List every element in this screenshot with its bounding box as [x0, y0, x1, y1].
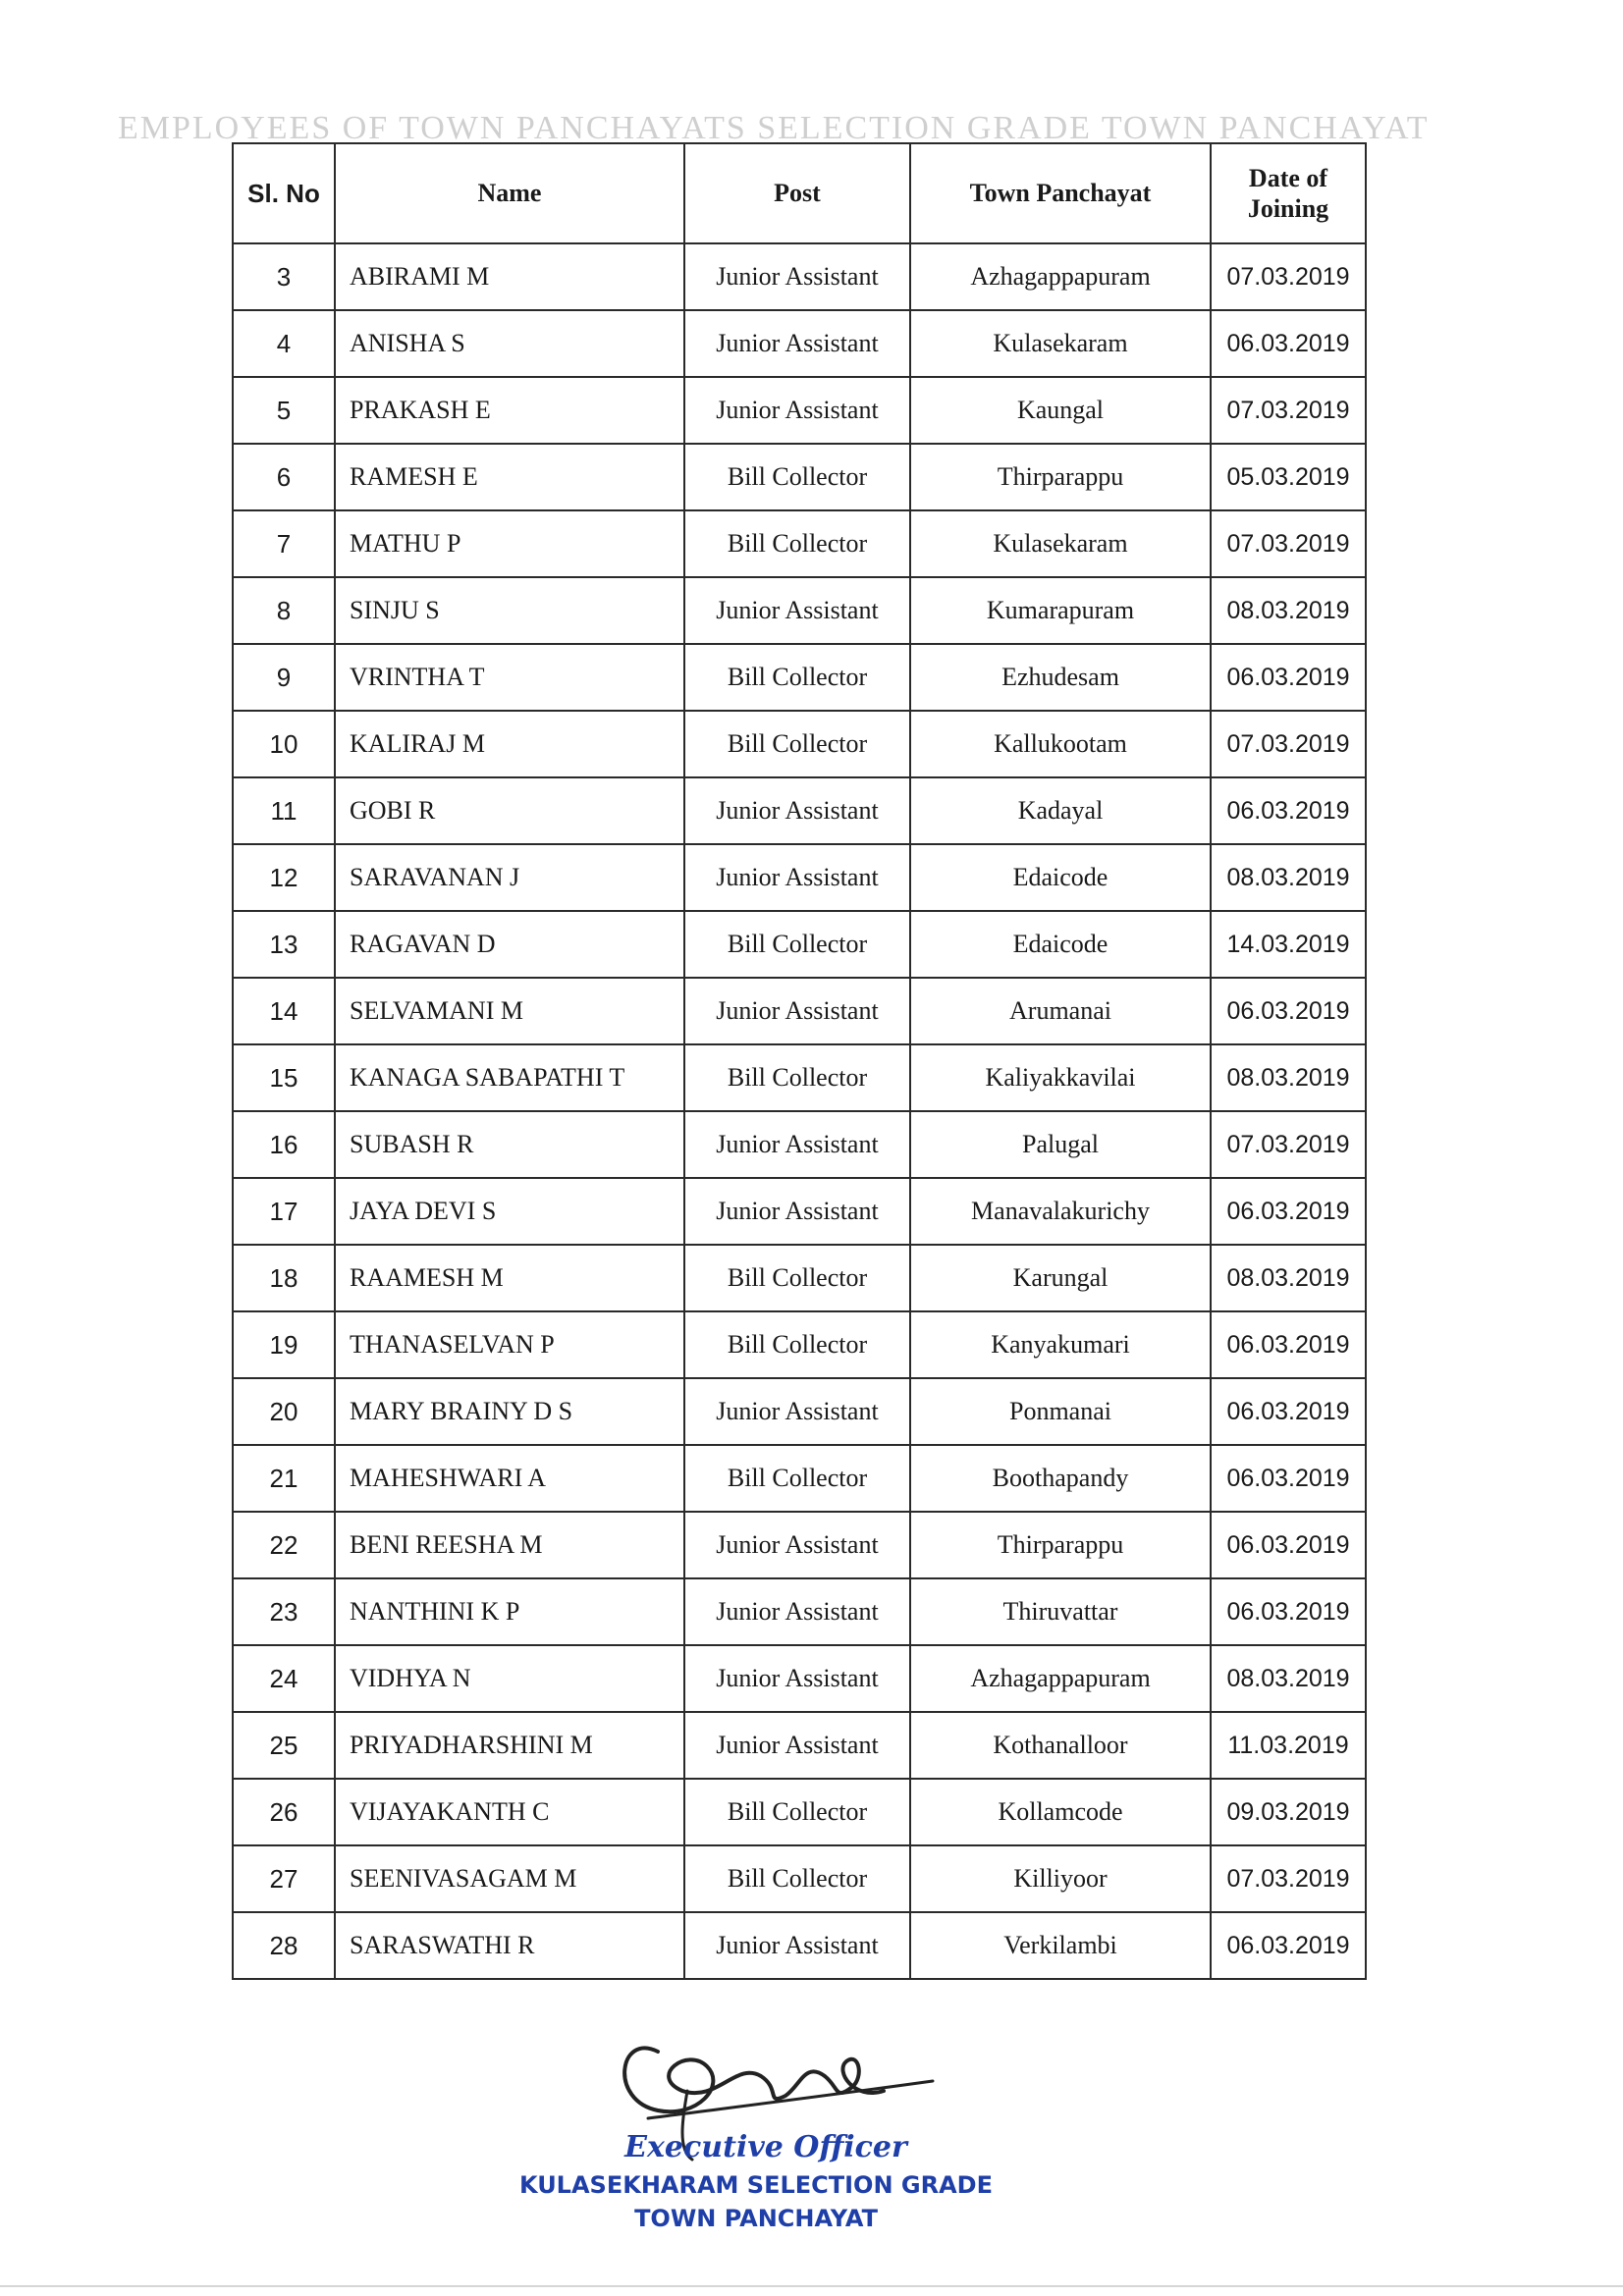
table-row [233, 1311, 1366, 1378]
staff-table [232, 142, 1367, 1980]
cell-date-of-joining: 07.03.2019 [1211, 1845, 1366, 1912]
table-row [233, 1845, 1366, 1912]
cell-name: GOBI R [335, 777, 684, 844]
cell-name: BENI REESHA M [335, 1512, 684, 1578]
officer-organization-line1: KULASEKHARAM SELECTION GRADE [519, 2171, 993, 2199]
cell-name: VIDHYA N [335, 1645, 684, 1712]
cell-post: Bill Collector [684, 1044, 910, 1111]
cell-sl-no: 25 [233, 1712, 335, 1779]
cell-name: PRAKASH E [335, 377, 684, 444]
cell-name: SARAVANAN J [335, 844, 684, 911]
cell-town-panchayat: Palugal [910, 1111, 1211, 1178]
cell-post: Junior Assistant [684, 1111, 910, 1178]
cell-date-of-joining: 06.03.2019 [1211, 644, 1366, 711]
cell-sl-no: 21 [233, 1445, 335, 1512]
cell-town-panchayat: Kaungal [910, 377, 1211, 444]
cell-date-of-joining: 06.03.2019 [1211, 1311, 1366, 1378]
cell-town-panchayat: Ponmanai [910, 1378, 1211, 1445]
cell-date-of-joining: 07.03.2019 [1211, 711, 1366, 777]
cell-sl-no: 12 [233, 844, 335, 911]
cell-sl-no: 6 [233, 444, 335, 510]
cell-name: RAMESH E [335, 444, 684, 510]
cell-post: Bill Collector [684, 444, 910, 510]
table-row [233, 1178, 1366, 1245]
cell-sl-no: 5 [233, 377, 335, 444]
cell-post: Bill Collector [684, 1845, 910, 1912]
cell-date-of-joining: 08.03.2019 [1211, 577, 1366, 644]
cell-date-of-joining: 06.03.2019 [1211, 1512, 1366, 1578]
cell-post: Junior Assistant [684, 1178, 910, 1245]
cell-town-panchayat: Arumanai [910, 978, 1211, 1044]
table-row [233, 711, 1366, 777]
cell-sl-no: 20 [233, 1378, 335, 1445]
cell-name: SEENIVASAGAM M [335, 1845, 684, 1912]
column-header-date-of-joining: Date of Joining [1211, 143, 1366, 243]
cell-town-panchayat: Karungal [910, 1245, 1211, 1311]
table-row [233, 644, 1366, 711]
table-row [233, 1779, 1366, 1845]
cell-date-of-joining: 06.03.2019 [1211, 1378, 1366, 1445]
cell-town-panchayat: Kadayal [910, 777, 1211, 844]
cell-town-panchayat: Kulasekaram [910, 310, 1211, 377]
cell-town-panchayat: Manavalakurichy [910, 1178, 1211, 1245]
cell-name: PRIYADHARSHINI M [335, 1712, 684, 1779]
cell-post: Junior Assistant [684, 1645, 910, 1712]
cell-date-of-joining: 07.03.2019 [1211, 377, 1366, 444]
cell-post: Junior Assistant [684, 377, 910, 444]
cell-name: SELVAMANI M [335, 978, 684, 1044]
cell-date-of-joining: 06.03.2019 [1211, 310, 1366, 377]
cell-date-of-joining: 14.03.2019 [1211, 911, 1366, 978]
cell-name: KANAGA SABAPATHI T [335, 1044, 684, 1111]
cell-sl-no: 26 [233, 1779, 335, 1845]
cell-date-of-joining: 07.03.2019 [1211, 243, 1366, 310]
cell-town-panchayat: Kollamcode [910, 1779, 1211, 1845]
table-row [233, 1712, 1366, 1779]
cell-sl-no: 18 [233, 1245, 335, 1311]
table-row [233, 1512, 1366, 1578]
cell-post: Junior Assistant [684, 310, 910, 377]
cell-town-panchayat: Thiruvattar [910, 1578, 1211, 1645]
cell-sl-no: 24 [233, 1645, 335, 1712]
table-row [233, 1645, 1366, 1712]
table-row [233, 911, 1366, 978]
cell-name: SINJU S [335, 577, 684, 644]
cell-date-of-joining: 06.03.2019 [1211, 1912, 1366, 1979]
cell-name: MARY BRAINY D S [335, 1378, 684, 1445]
cell-post: Junior Assistant [684, 978, 910, 1044]
cell-town-panchayat: Thirparappu [910, 1512, 1211, 1578]
table-row [233, 310, 1366, 377]
cell-post: Junior Assistant [684, 577, 910, 644]
cell-name: MATHU P [335, 510, 684, 577]
cell-post: Junior Assistant [684, 777, 910, 844]
cell-town-panchayat: Ezhudesam [910, 644, 1211, 711]
page-bottom-divider [0, 2285, 1623, 2287]
cell-post: Junior Assistant [684, 1712, 910, 1779]
cell-date-of-joining: 08.03.2019 [1211, 1245, 1366, 1311]
officer-title: Executive Officer [624, 2130, 907, 2164]
table-row [233, 777, 1366, 844]
table-row [233, 444, 1366, 510]
table-row [233, 978, 1366, 1044]
cell-date-of-joining: 06.03.2019 [1211, 1178, 1366, 1245]
cell-name: SUBASH R [335, 1111, 684, 1178]
table-row [233, 1445, 1366, 1512]
cell-town-panchayat: Thirparappu [910, 444, 1211, 510]
cell-post: Junior Assistant [684, 1378, 910, 1445]
cell-sl-no: 7 [233, 510, 335, 577]
cell-name: MAHESHWARI A [335, 1445, 684, 1512]
cell-sl-no: 28 [233, 1912, 335, 1979]
cell-town-panchayat: Kumarapuram [910, 577, 1211, 644]
cell-post: Junior Assistant [684, 243, 910, 310]
table-header-row [233, 143, 1366, 243]
cell-name: THANASELVAN P [335, 1311, 684, 1378]
cell-name: SARASWATHI R [335, 1912, 684, 1979]
table-row [233, 577, 1366, 644]
cell-town-panchayat: Kulasekaram [910, 510, 1211, 577]
cell-sl-no: 3 [233, 243, 335, 310]
cell-town-panchayat: Boothapandy [910, 1445, 1211, 1512]
cell-sl-no: 11 [233, 777, 335, 844]
cell-post: Junior Assistant [684, 1578, 910, 1645]
table-row [233, 1378, 1366, 1445]
cell-name: ABIRAMI M [335, 243, 684, 310]
cell-date-of-joining: 07.03.2019 [1211, 1111, 1366, 1178]
cell-sl-no: 19 [233, 1311, 335, 1378]
cell-town-panchayat: Kanyakumari [910, 1311, 1211, 1378]
cell-post: Bill Collector [684, 1311, 910, 1378]
cell-post: Bill Collector [684, 911, 910, 978]
cell-town-panchayat: Killiyoor [910, 1845, 1211, 1912]
table-row [233, 1578, 1366, 1645]
table-row [233, 243, 1366, 310]
cell-post: Junior Assistant [684, 844, 910, 911]
cell-post: Bill Collector [684, 711, 910, 777]
table-row [233, 510, 1366, 577]
faded-header-text: EMPLOYEES OF TOWN PANCHAYATS SELECTION GRADE TOWN PANCHAYAT [118, 110, 1430, 146]
cell-town-panchayat: Edaicode [910, 844, 1211, 911]
column-header-sl-no: Sl. No [233, 143, 335, 243]
cell-date-of-joining: 06.03.2019 [1211, 777, 1366, 844]
cell-name: VRINTHA T [335, 644, 684, 711]
cell-town-panchayat: Azhagappapuram [910, 1645, 1211, 1712]
cell-town-panchayat: Kallukootam [910, 711, 1211, 777]
cell-town-panchayat: Kaliyakkavilai [910, 1044, 1211, 1111]
cell-name: NANTHINI K P [335, 1578, 684, 1645]
cell-name: ANISHA S [335, 310, 684, 377]
cell-sl-no: 14 [233, 978, 335, 1044]
cell-sl-no: 17 [233, 1178, 335, 1245]
table-row [233, 1111, 1366, 1178]
cell-sl-no: 22 [233, 1512, 335, 1578]
table-row [233, 1912, 1366, 1979]
cell-name: RAGAVAN D [335, 911, 684, 978]
cell-sl-no: 13 [233, 911, 335, 978]
cell-sl-no: 23 [233, 1578, 335, 1645]
cell-town-panchayat: Verkilambi [910, 1912, 1211, 1979]
cell-town-panchayat: Kothanalloor [910, 1712, 1211, 1779]
cell-date-of-joining: 06.03.2019 [1211, 978, 1366, 1044]
cell-post: Junior Assistant [684, 1512, 910, 1578]
cell-date-of-joining: 08.03.2019 [1211, 1044, 1366, 1111]
cell-date-of-joining: 08.03.2019 [1211, 844, 1366, 911]
cell-post: Junior Assistant [684, 1912, 910, 1979]
cell-date-of-joining: 06.03.2019 [1211, 1578, 1366, 1645]
cell-date-of-joining: 06.03.2019 [1211, 1445, 1366, 1512]
column-header-name: Name [335, 143, 684, 243]
cell-date-of-joining: 11.03.2019 [1211, 1712, 1366, 1779]
cell-name: KALIRAJ M [335, 711, 684, 777]
cell-sl-no: 8 [233, 577, 335, 644]
officer-organization-line2: TOWN PANCHAYAT [634, 2205, 878, 2232]
cell-post: Bill Collector [684, 510, 910, 577]
cell-date-of-joining: 09.03.2019 [1211, 1779, 1366, 1845]
column-header-post: Post [684, 143, 910, 243]
cell-sl-no: 16 [233, 1111, 335, 1178]
table-body [233, 243, 1366, 1979]
table-row [233, 844, 1366, 911]
cell-post: Bill Collector [684, 1245, 910, 1311]
cell-sl-no: 9 [233, 644, 335, 711]
cell-post: Bill Collector [684, 1445, 910, 1512]
cell-date-of-joining: 05.03.2019 [1211, 444, 1366, 510]
table-row [233, 1044, 1366, 1111]
table-row [233, 377, 1366, 444]
cell-town-panchayat: Azhagappapuram [910, 243, 1211, 310]
cell-post: Bill Collector [684, 1779, 910, 1845]
column-header-town-panchayat: Town Panchayat [910, 143, 1211, 243]
cell-sl-no: 15 [233, 1044, 335, 1111]
cell-name: RAAMESH M [335, 1245, 684, 1311]
cell-name: JAYA DEVI S [335, 1178, 684, 1245]
cell-sl-no: 10 [233, 711, 335, 777]
cell-town-panchayat: Edaicode [910, 911, 1211, 978]
cell-post: Bill Collector [684, 644, 910, 711]
cell-sl-no: 4 [233, 310, 335, 377]
cell-name: VIJAYAKANTH C [335, 1779, 684, 1845]
staff-table-container [232, 142, 1365, 1980]
cell-date-of-joining: 07.03.2019 [1211, 510, 1366, 577]
cell-sl-no: 27 [233, 1845, 335, 1912]
cell-date-of-joining: 08.03.2019 [1211, 1645, 1366, 1712]
table-row [233, 1245, 1366, 1311]
